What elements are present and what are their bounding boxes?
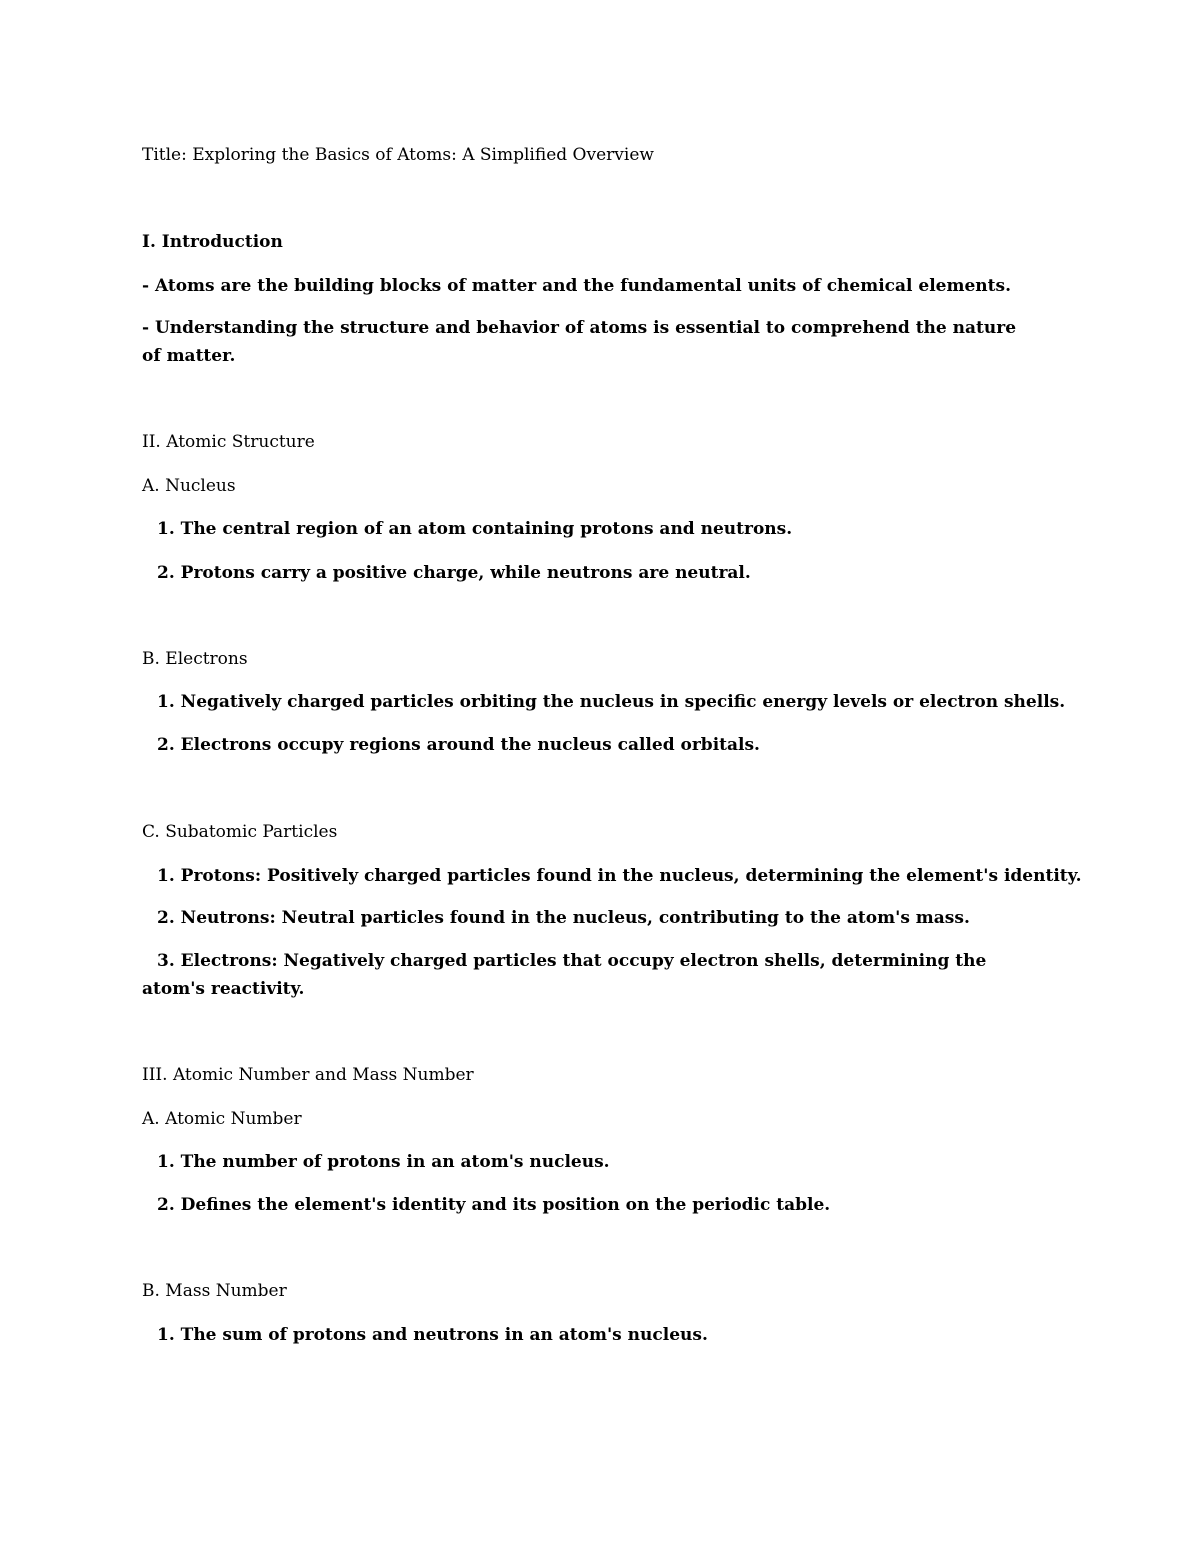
intro-bullet: - Atoms are the building blocks of matter and the fundamental units of chemical elements. [142,276,1012,296]
subsection-heading-nucleus: A. Nucleus [142,476,236,496]
list-item: 3. Electrons: Negatively charged particles that occupy electron shells, determining the atom's reactivity. [142,951,987,999]
section-heading-introduction: I. Introduction [142,232,283,252]
list-item: 1. Negatively charged particles orbiting the nucleus in specific energy levels or electron shells. [157,692,1066,712]
document-title: Title: Exploring the Basics of Atoms: A Simplified Overview [142,145,654,165]
intro-bullet: - Understanding the structure and behavior of atoms is essential to comprehend the nature of matter. [142,318,1017,366]
list-item: 2. Defines the element's identity and its position on the periodic table. [157,1195,831,1215]
subsection-heading-atomic-number: A. Atomic Number [142,1109,302,1129]
list-item: 2. Neutrons: Neutral particles found in the nucleus, contributing to the atom's mass. [157,908,970,928]
section-heading-atomic-structure: II. Atomic Structure [142,432,315,452]
subsection-heading-mass-number: B. Mass Number [142,1281,287,1301]
subsection-heading-subatomic-particles: C. Subatomic Particles [142,822,338,842]
list-item: 1. The sum of protons and neutrons in an atom's nucleus. [157,1325,708,1345]
list-item: 1. Protons: Positively charged particles found in the nucleus, determining the element's identity. [157,866,1082,886]
list-item: 2. Electrons occupy regions around the nucleus called orbitals. [157,735,760,755]
subsection-heading-electrons: B. Electrons [142,649,248,669]
list-item: 1. The central region of an atom containing protons and neutrons. [157,519,793,539]
list-item: 2. Protons carry a positive charge, while neutrons are neutral. [157,563,751,583]
section-heading-atomic-number-mass-number: III. Atomic Number and Mass Number [142,1065,474,1085]
list-item: 1. The number of protons in an atom's nucleus. [157,1152,610,1172]
